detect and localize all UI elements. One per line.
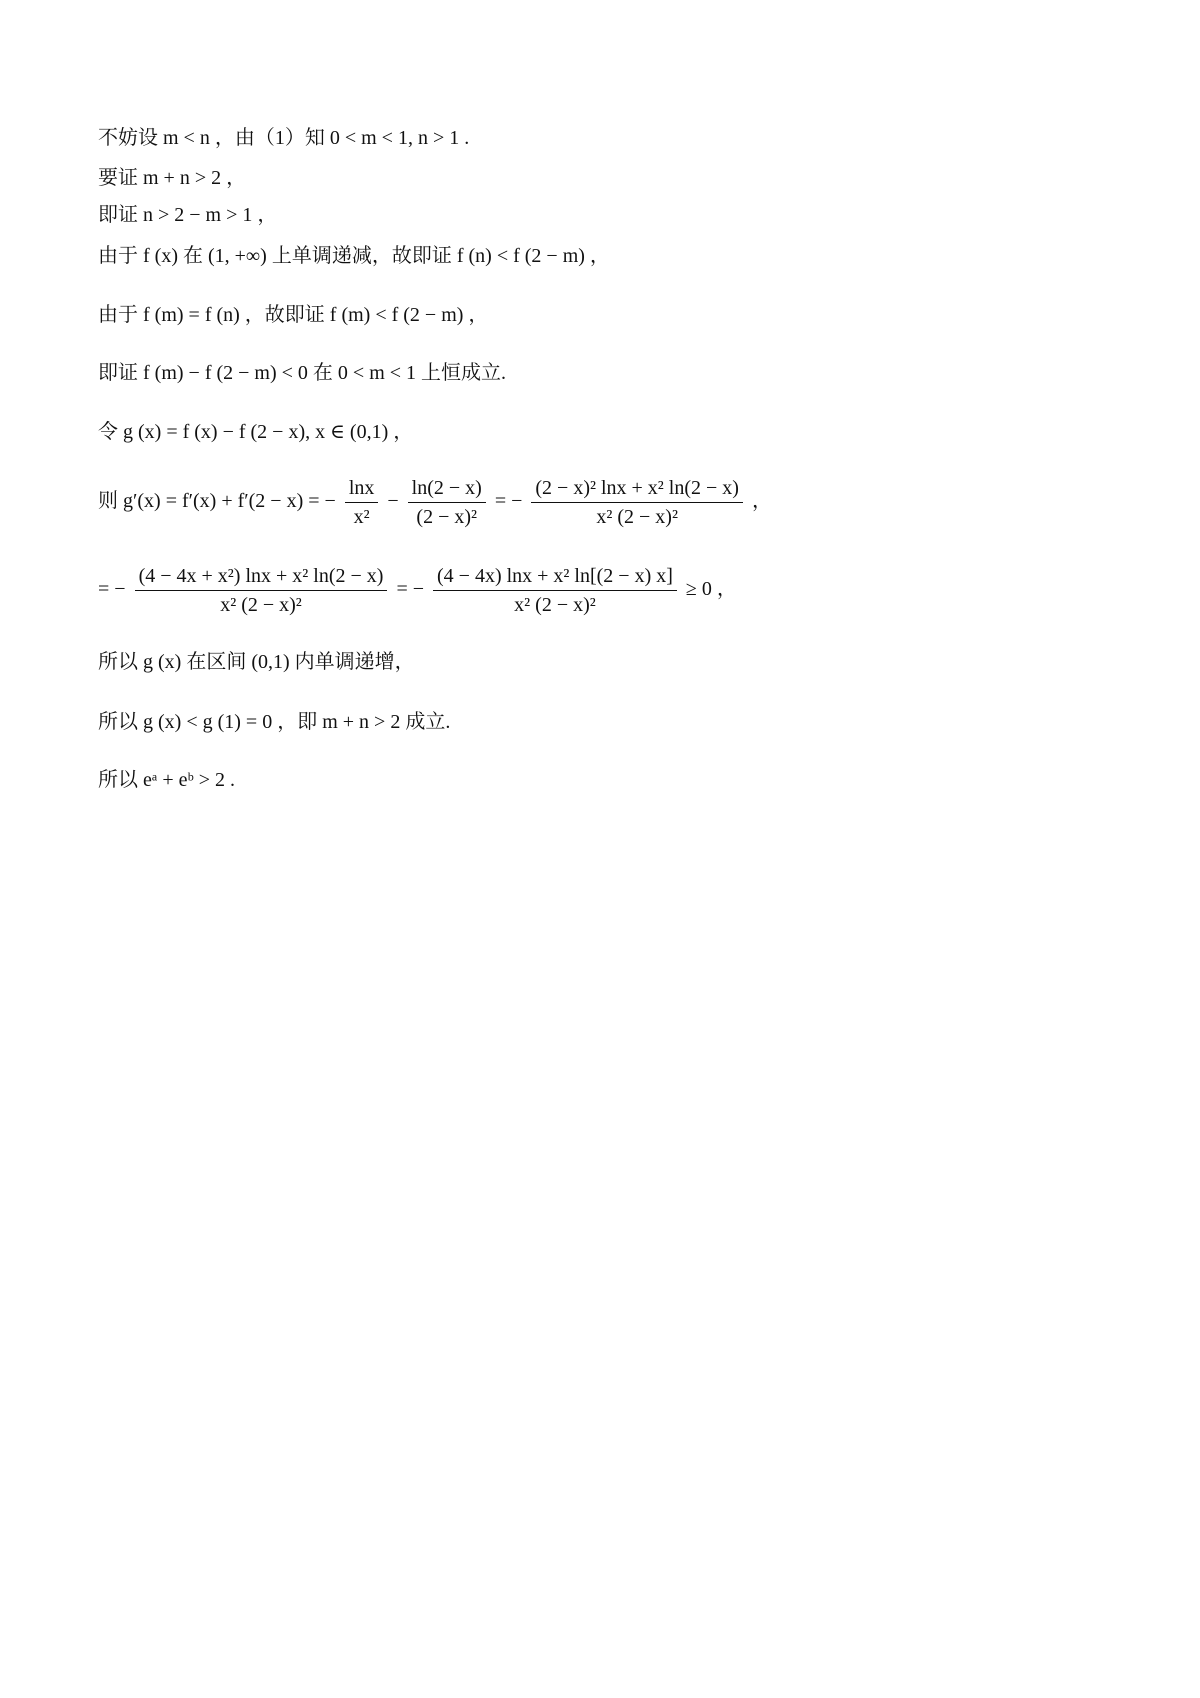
fraction-simplified bbox=[433, 566, 677, 615]
proof-line-2: 要证 m + n > 2 ， bbox=[98, 167, 247, 189]
derivative-prefix: 则 g′(x) = f′(x) + f′(2 − x) = − bbox=[98, 490, 336, 513]
conclusion-line-3: 所以 eᵃ + eᵇ > 2 . bbox=[98, 769, 235, 791]
proof-line-3: 即证 n > 2 − m > 1 ， bbox=[98, 204, 278, 226]
fraction-numerator: ln(2 − x) bbox=[411, 477, 482, 499]
conclusion-line-1: 所以 g (x) 在区间 (0,1) 内单调递增， bbox=[98, 651, 415, 673]
conclusion-line-2: 所以 g (x) < g (1) = 0 ，即 m + n > 2 成立. bbox=[98, 711, 451, 733]
fraction-lnx-over-x2 bbox=[345, 478, 379, 527]
fraction-denominator: x² (2 − x)² bbox=[433, 590, 677, 615]
proof-line-1: 不妨设 m < n ，由（1）知 0 < m < 1, n > 1 . bbox=[98, 127, 470, 149]
continuation-equation bbox=[98, 566, 737, 615]
fraction-denominator: x² (2 − x)² bbox=[135, 590, 388, 615]
equals-sign: = − bbox=[396, 578, 424, 601]
fraction-numerator: (4 − 4x + x²) lnx + x² ln(2 − x) bbox=[138, 565, 384, 587]
fraction-numerator: lnx bbox=[348, 477, 375, 499]
fraction-combined bbox=[531, 478, 743, 527]
derivative-equation bbox=[98, 478, 772, 527]
minus-sign: − bbox=[387, 490, 404, 513]
fraction-numerator: (2 − x)² lnx + x² ln(2 − x) bbox=[535, 477, 739, 499]
fraction-expanded bbox=[135, 566, 388, 615]
proof-line-4: 由于 f (x) 在 (1, +∞) 上单调递减，故即证 f (n) < f (2 − m) ， bbox=[98, 245, 610, 267]
equals-sign: = − bbox=[494, 490, 523, 513]
fraction-denominator: x² bbox=[345, 502, 379, 527]
proof-line-5: 由于 f (m) = f (n) ，故即证 f (m) < f (2 − m) ， bbox=[98, 304, 489, 326]
proof-line-6: 即证 f (m) − f (2 − m) < 0 在 0 < m < 1 上恒成立. bbox=[98, 362, 507, 384]
fraction-ln2mx bbox=[408, 478, 486, 527]
fraction-numerator: (4 − 4x) lnx + x² ln[(2 − x) x] bbox=[437, 565, 673, 587]
fraction-denominator: x² (2 − x)² bbox=[531, 502, 743, 527]
derivative-suffix: ， bbox=[751, 490, 772, 513]
continuation-prefix: = − bbox=[98, 578, 126, 601]
continuation-suffix: ≥ 0 ， bbox=[685, 578, 737, 601]
proof-line-7: 令 g (x) = f (x) − f (2 − x), x ∈ (0,1) ， bbox=[98, 421, 414, 443]
fraction-denominator: (2 − x)² bbox=[408, 502, 486, 527]
